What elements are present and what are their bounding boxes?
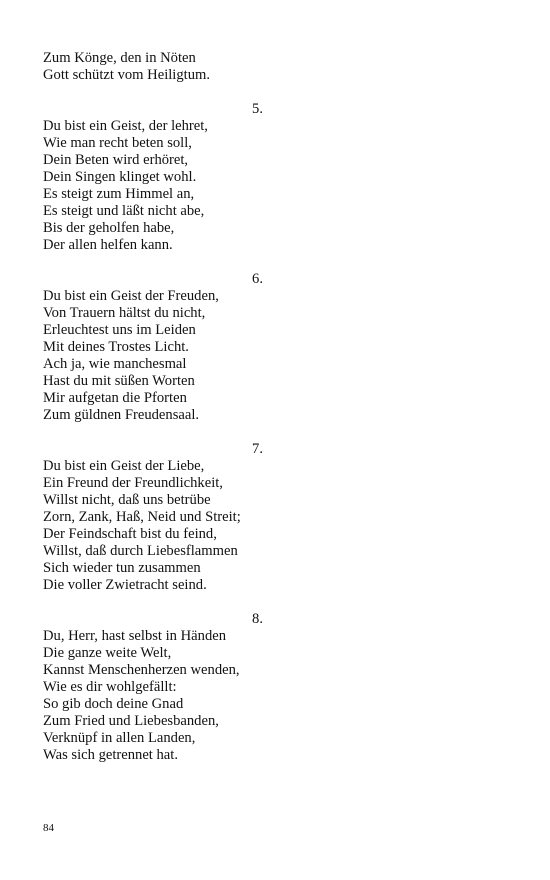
verse-line: Du bist ein Geist, der lehret, — [43, 118, 208, 134]
verse-line: Erleuchtest uns im Leiden — [43, 322, 196, 338]
page-number: 84 — [43, 822, 54, 834]
verse-line: Zorn, Zank, Haß, Neid und Streit; — [43, 509, 241, 525]
stanza-number: 7. — [252, 441, 263, 457]
verse-line: Du bist ein Geist der Liebe, — [43, 458, 205, 474]
verse-line: Ein Freund der Freundlichkeit, — [43, 475, 223, 491]
verse-line: Von Trauern hältst du nicht, — [43, 305, 206, 321]
verse-line: Kannst Menschenherzen wenden, — [43, 662, 240, 678]
verse-line: Ach ja, wie manchesmal — [43, 356, 187, 372]
verse-line: Die voller Zwietracht seind. — [43, 577, 207, 593]
stanza-continuation — [43, 50, 263, 84]
verse-line: Wie es dir wohlgefällt: — [43, 679, 177, 695]
verse-line: Der Feindschaft bist du feind, — [43, 526, 217, 542]
verse-line: Zum Fried und Liebesbanden, — [43, 713, 219, 729]
verse-line: Du bist ein Geist der Freuden, — [43, 288, 219, 304]
stanza-number: 5. — [252, 101, 263, 117]
stanza-7 — [43, 441, 263, 594]
verse-line: Willst, daß durch Liebesflammen — [43, 543, 238, 559]
stanza-number: 6. — [252, 271, 263, 287]
verse-line: Hast du mit süßen Worten — [43, 373, 195, 389]
stanza-5 — [43, 101, 263, 254]
verse-line: Der allen helfen kann. — [43, 237, 173, 253]
verse-line: So gib doch deine Gnad — [43, 696, 184, 712]
verse-line: Sich wieder tun zusammen — [43, 560, 201, 576]
verse-line: Zum güldnen Freudensaal. — [43, 407, 200, 423]
verse-line: Die ganze weite Welt, — [43, 645, 172, 661]
verse-line: Dein Singen klinget wohl. — [43, 169, 197, 185]
verse-line: Zum Könge, den in Nöten — [43, 50, 196, 66]
verse-line: Es steigt zum Himmel an, — [43, 186, 195, 202]
stanza-6 — [43, 271, 263, 424]
verse-line: Was sich getrennet hat. — [43, 747, 178, 763]
verse-line: Dein Beten wird erhöret, — [43, 152, 189, 168]
verse-line: Verknüpf in allen Landen, — [43, 730, 196, 746]
stanza-number: 8. — [252, 611, 263, 627]
verse-line: Du, Herr, hast selbst in Händen — [43, 628, 227, 644]
verse-line: Wie man recht beten soll, — [43, 135, 192, 151]
hymn-text — [43, 50, 263, 764]
verse-line: Gott schützt vom Heiligtum. — [43, 67, 211, 83]
verse-line: Bis der geholfen habe, — [43, 220, 175, 236]
verse-line: Mir aufgetan die Pforten — [43, 390, 187, 406]
verse-line: Es steigt und läßt nicht abe, — [43, 203, 205, 219]
verse-line: Willst nicht, daß uns betrübe — [43, 492, 211, 508]
stanza-8 — [43, 611, 263, 764]
verse-line: Mit deines Trostes Licht. — [43, 339, 189, 355]
